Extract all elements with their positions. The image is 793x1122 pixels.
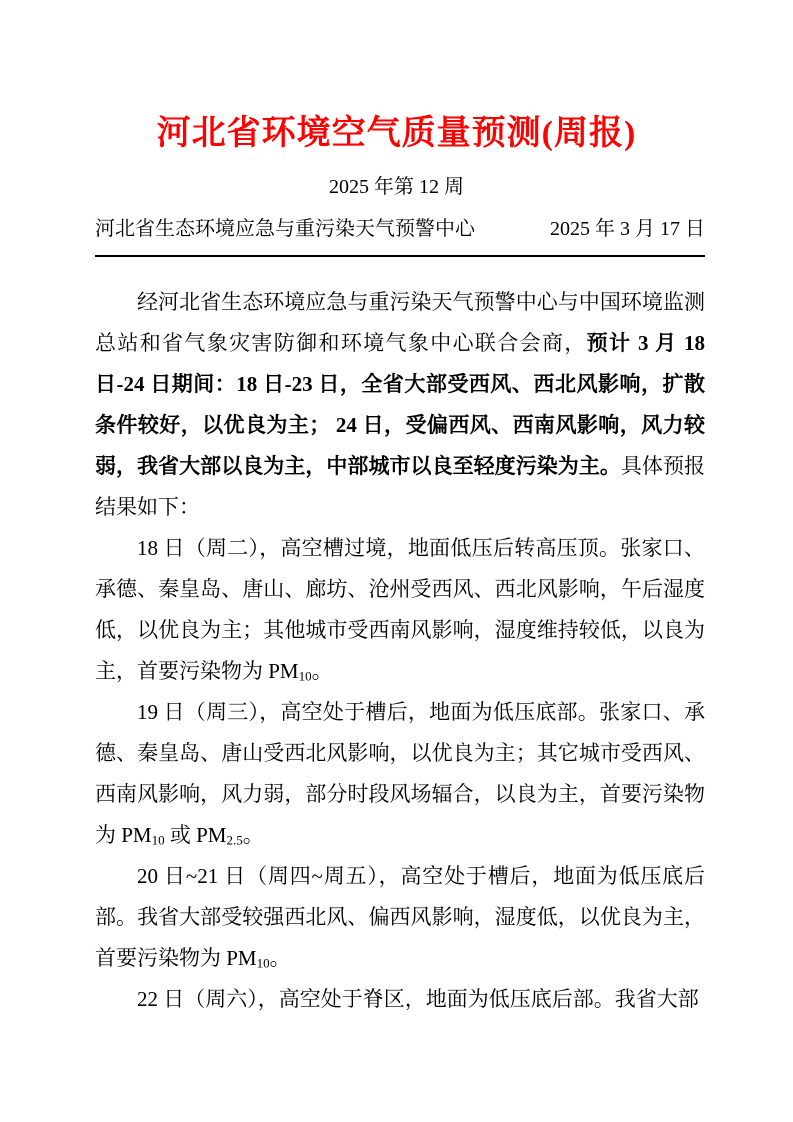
- text-run: 经河北省生态环境应急与重污染天气预警中心与中国环境监测总站和省气象灾害防御和环境气象中心联合会商，: [95, 290, 705, 355]
- pollutant-subscript: 2.5: [226, 832, 243, 848]
- pollutant-subscript: 10: [256, 955, 270, 971]
- text-run: 预计 3 月 18 日-24 日期间：18 日-23 日，全省大部受西风、西北风影响，扩散条件较好，以优良为主； 24 日，受偏西风、西南风影响，风力较弱，我省大部以良为主，中部城市以良至轻度污染为主。: [95, 331, 706, 478]
- text-run: 19 日（周三），高空处于槽后，地面为低压底部。张家口、承德、秦皇岛、唐山受西北风影响，以优良为主；其它城市受西风、西南风影响，风力弱，部分时段风场辐合，以良为主，首要污染物为 PM: [95, 700, 705, 847]
- document-body: [95, 282, 705, 1020]
- paragraph: [95, 856, 705, 979]
- page-title: 河北省环境空气质量预测(周报): [156, 115, 637, 152]
- text-run: 。: [242, 823, 264, 847]
- byline: [95, 216, 705, 242]
- text-run: 18 日（周二），高空槽过境，地面低压后转高压顶。张家口、承德、秦皇岛、唐山、廊坊、沧州受西风、西北风影响，午后湿度低，以优良为主；其他城市受西南风影响，湿度维持较低，以良为主，首要污染物为 PM: [95, 536, 705, 683]
- text-run: 22 日（周六），高空处于脊区，地面为低压底后部。我省大部: [137, 987, 699, 1011]
- paragraph: [95, 528, 705, 692]
- text-run: 具体预报结果如下：: [95, 454, 705, 519]
- report-date: 2025 年 3 月 17 日: [550, 218, 705, 240]
- issuer-name: 河北省生态环境应急与重污染天气预警中心: [95, 218, 475, 240]
- paragraph: [95, 692, 705, 856]
- pollutant-subscript: 10: [151, 832, 165, 848]
- week-subtitle: 2025 年第 12 周: [329, 176, 464, 198]
- text-run: 。: [269, 946, 291, 970]
- text-run: 20 日~21 日（周四~周五），高空处于槽后，地面为低压底后部。我省大部受较强西北风、偏西风影响，湿度低，以优良为主，首要污染物为 PM: [95, 864, 705, 970]
- paragraph: [95, 282, 705, 528]
- content-area: [0, 216, 793, 1020]
- paragraph: [95, 979, 705, 1020]
- pollutant-subscript: 10: [298, 668, 312, 684]
- text-run: 。: [311, 659, 333, 683]
- header-rule: [95, 255, 705, 257]
- text-run: 或 PM: [164, 823, 227, 847]
